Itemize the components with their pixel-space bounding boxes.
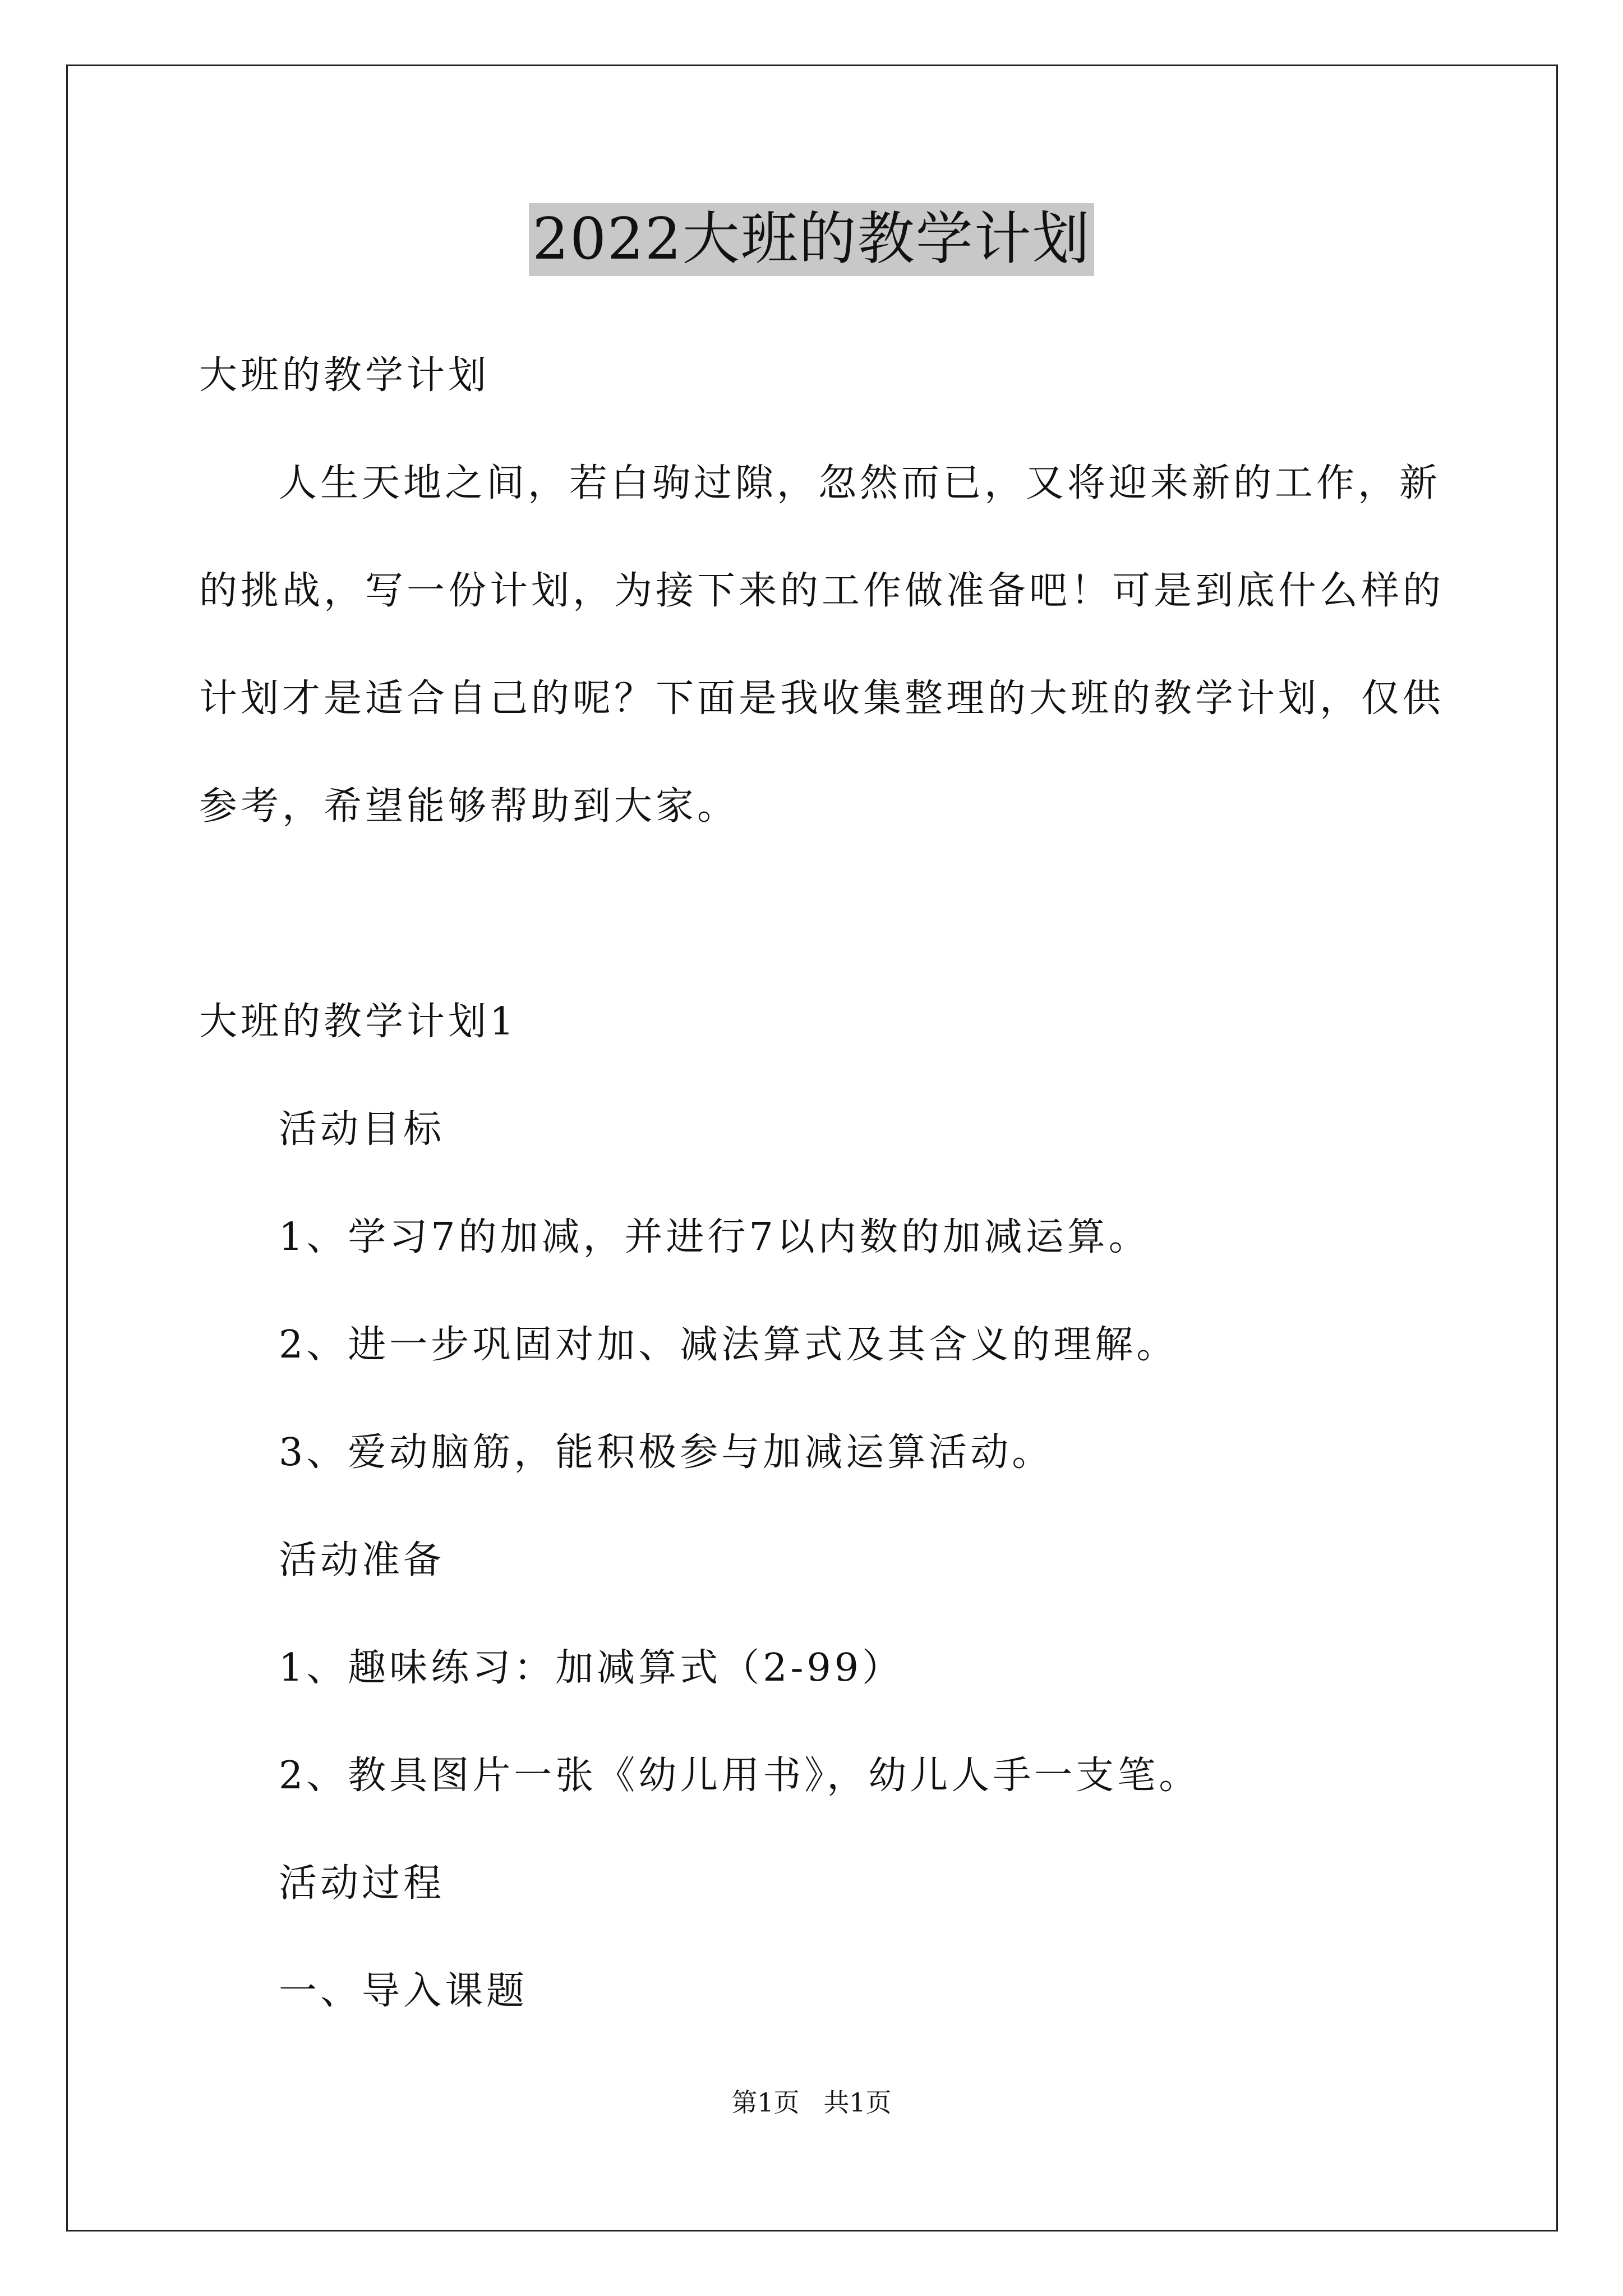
- process-step-1: 一、导入课题: [279, 1969, 528, 2013]
- goal-item-3: 3、爱动脑筋，能积极参与加减运算活动。: [279, 1430, 1054, 1475]
- title-wrap: [0, 203, 1623, 276]
- prep-item-1: 1、趣味练习：加减算式（2-99）: [279, 1646, 904, 1690]
- page-footer: [0, 2086, 1623, 2119]
- subtitle: 大班的教学计划: [199, 353, 490, 398]
- goal-item-1: 1、学习7的加减，并进行7以内数的加减运算。: [279, 1215, 1150, 1259]
- process-heading: 活动过程: [279, 1861, 445, 1906]
- intro-line-2: 的挑战，写一份计划，为接下来的工作做准备吧！可是到底什么样的: [199, 569, 1445, 613]
- page-number: 第1页: [731, 2087, 800, 2118]
- intro-line-1: 人生天地之间，若白驹过隙，忽然而已，又将迎来新的工作，新: [279, 461, 1441, 505]
- section-title: 大班的教学计划1: [199, 1000, 518, 1044]
- document-title: 2022大班的教学计划: [529, 203, 1094, 276]
- goal-item-2: 2、进一步巩固对加、减法算式及其含义的理解。: [279, 1323, 1178, 1367]
- goals-heading: 活动目标: [279, 1107, 445, 1152]
- intro-line-3: 计划才是适合自己的呢？下面是我收集整理的大班的教学计划，仅供: [199, 677, 1445, 721]
- intro-line-4: 参考，希望能够帮助到大家。: [199, 784, 739, 829]
- page-total: 共1页: [823, 2087, 892, 2118]
- prep-item-2: 2、教具图片一张《幼儿用书》，幼儿人手一支笔。: [279, 1754, 1201, 1798]
- prep-heading: 活动准备: [279, 1538, 445, 1582]
